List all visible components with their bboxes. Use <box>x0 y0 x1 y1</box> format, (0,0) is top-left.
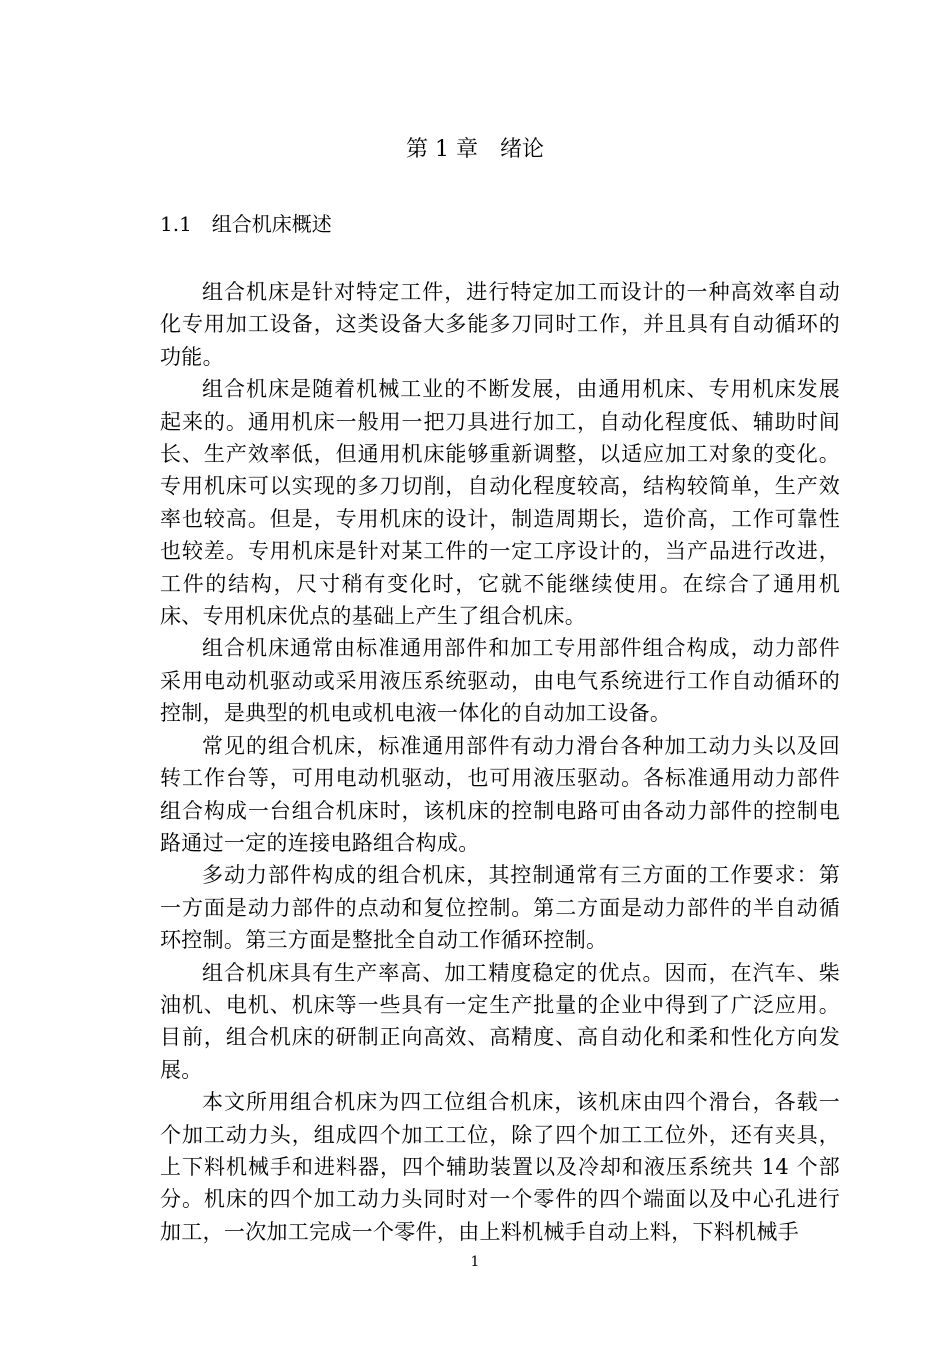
paragraph: 多动力部件构成的组合机床，其控制通常有三方面的工作要求：第一方面是动力部件的点动和复位控制。第二方面是动力部件的半自动循环控制。第三方面是整批全自动工作循环控制。 <box>160 863 840 953</box>
paragraph: 本文所用组合机床为四工位组合机床，该机床由四个滑台，各载一个加工动力头，组成四个加工工位，除了四个加工工位外，还有夹具，上下料机械手和进料器，四个辅助装置以及冷却和液压系统共 14 个部分。机床的四个加工动力头同时对一个零件的四个端面以及中心孔进行加工，一次加工完成一个零件，由上料机械手自动上料，下料机械手 <box>160 1090 840 1244</box>
body-text <box>160 276 840 1248</box>
paragraph: 常见的组合机床，标准通用部件有动力滑台各种加工动力头以及回转工作台等，可用电动机驱动，也可用液压驱动。各标准通用动力部件组合构成一台组合机床时，该机床的控制电路可由各动力部件的控制电路通过一定的连接电路组合构成。 <box>160 733 840 855</box>
paragraph: 组合机床通常由标准通用部件和加工专用部件组合构成，动力部件采用电动机驱动或采用液压系统驱动，由电气系统进行工作自动循环的控制，是典型的机电或机电液一体化的自动加工设备。 <box>160 636 840 726</box>
paragraph: 组合机床是针对特定工件，进行特定加工而设计的一种高效率自动化专用加工设备，这类设备大多能多刀同时工作，并且具有自动循环的功能。 <box>160 280 840 369</box>
page-number: 1 <box>470 1254 480 1270</box>
paragraph: 组合机床是随着机械工业的不断发展，由通用机床、专用机床发展起来的。通用机床一般用一把刀具进行加工，自动化程度低、辅助时间长、生产效率低，但通用机床能够重新调整，以适应加工对象的变化。专用机床可以实现的多刀切削，自动化程度较高，结构较简单，生产效率也较高。但是，专用机床的设计，制造周期长，造价高，工作可靠性也较差。专用机床是针对某工件的一定工序设计的，当产品进行改进，工件的结构，尺寸稍有变化时，它就不能继续使用。在综合了通用机床、专用机床优点的基础上产生了组合机床。 <box>160 377 840 629</box>
section-heading: 1.1 组合机床概述 <box>160 212 332 236</box>
paragraph: 组合机床具有生产率高、加工精度稳定的优点。因而，在汽车、柴油机、电机、机床等一些具有一定生产批量的企业中得到了广泛应用。目前，组合机床的研制正向高效、高精度、高自动化和柔和性化方向发展。 <box>160 960 840 1082</box>
chapter-title: 第 1 章 绪论 <box>406 137 544 162</box>
